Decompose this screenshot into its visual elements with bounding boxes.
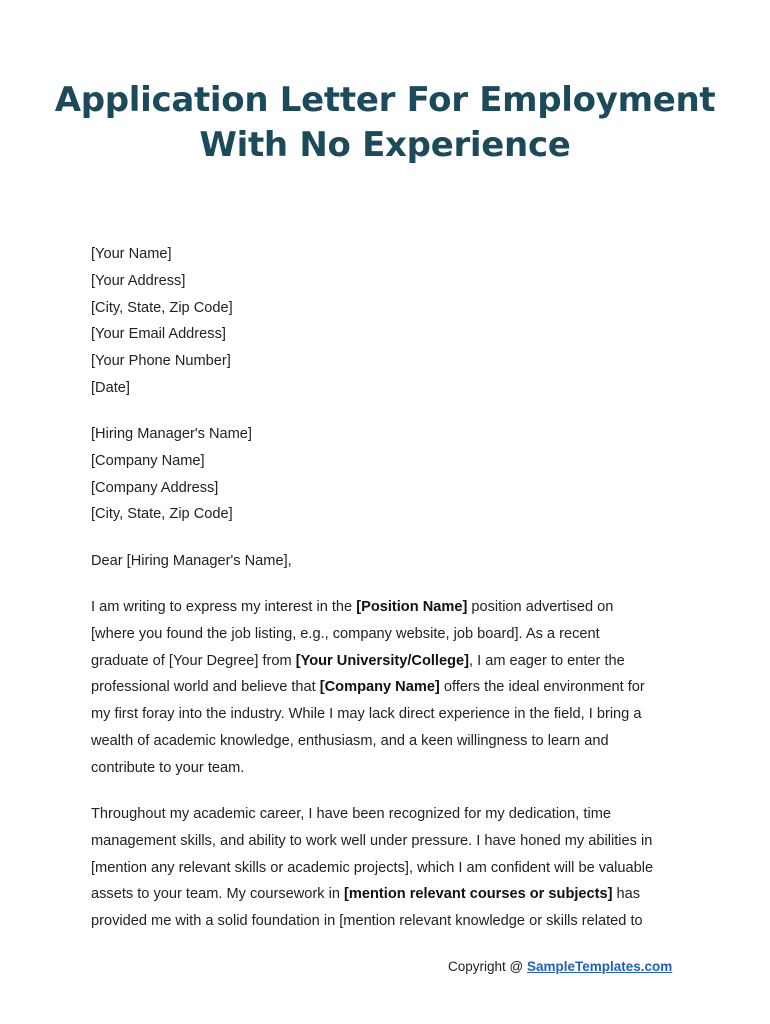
letter-date: [Date] xyxy=(91,379,130,396)
paragraph-line: assets to your team. My coursework in [mention relevant courses or subjects] has xyxy=(91,886,641,903)
bold-placeholder: [Company Name] xyxy=(319,679,440,696)
paragraph-line: my first foray into the industry. While I may lack direct experience in the field, I bring a xyxy=(91,706,642,723)
paragraph-line: graduate of [Your Degree] from [Your University/College], I am eager to enter the xyxy=(91,652,625,669)
bold-placeholder: [Your University/College] xyxy=(295,652,469,669)
sender-name: [Your Name] xyxy=(91,246,172,262)
copyright-prefix: Copyright @ xyxy=(448,959,527,974)
recipient-company: [Company Name] xyxy=(91,452,205,469)
sampletemplates-link[interactable]: SampleTemplates.com xyxy=(526,959,673,974)
paragraph-line: [mention any relevant skills or academic projects], which I am confident will be valuable xyxy=(91,859,654,876)
paragraph-line: [where you found the job listing, e.g., company website, job board]. As a recent xyxy=(91,625,600,642)
bold-placeholder: [mention relevant courses or subjects] xyxy=(344,886,613,903)
sender-email: [Your Email Address] xyxy=(91,326,226,343)
recipient-city-state-zip: [City, State, Zip Code] xyxy=(91,506,233,523)
paragraph-line: provided me with a solid foundation in [mention relevant knowledge or skills related to xyxy=(91,913,643,930)
body-paragraph-1 xyxy=(91,594,691,782)
copyright-footer xyxy=(448,959,672,974)
recipient-address: [Company Address] xyxy=(91,479,219,496)
sender-city-state-zip: [City, State, Zip Code] xyxy=(91,299,233,316)
paragraph-line: professional world and believe that [Company Name] offers the ideal environment for xyxy=(91,679,645,696)
paragraph-line: Throughout my academic career, I have been recognized for my dedication, time xyxy=(91,806,611,822)
paragraph-line: wealth of academic knowledge, enthusiasm, and a keen willingness to learn and xyxy=(91,732,609,749)
recipient-name: [Hiring Manager's Name] xyxy=(91,426,252,442)
title-line-1: Application Letter For Employment xyxy=(54,80,716,120)
paragraph-line: contribute to your team. xyxy=(91,759,245,776)
sender-phone: [Your Phone Number] xyxy=(91,353,231,370)
salutation-text: Dear [Hiring Manager's Name], xyxy=(91,553,292,569)
sender-address-block xyxy=(91,241,691,402)
body-paragraph-2 xyxy=(91,801,691,935)
title-line-2: With No Experience xyxy=(199,125,571,165)
paragraph-line: I am writing to express my interest in the [Position Name] position advertised on xyxy=(91,599,614,615)
bold-placeholder: [Position Name] xyxy=(356,599,468,615)
recipient-address-block xyxy=(91,421,691,528)
paragraph-line: management skills, and ability to work well under pressure. I have honed my abilities in xyxy=(91,832,653,849)
salutation xyxy=(91,548,691,575)
document-title xyxy=(40,78,730,168)
sender-address: [Your Address] xyxy=(91,272,186,289)
